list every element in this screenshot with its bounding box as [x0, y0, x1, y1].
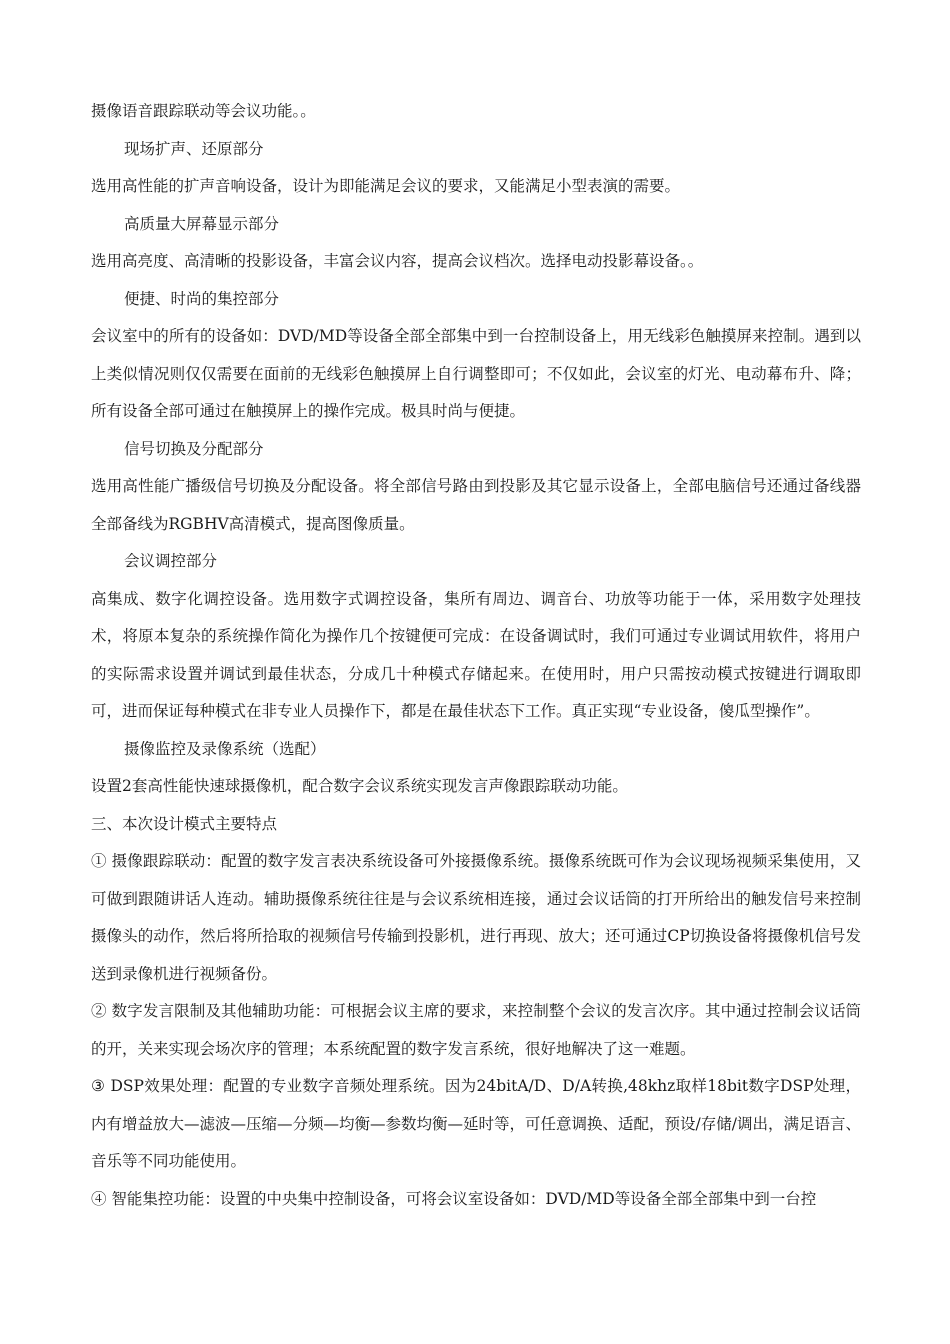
section-heading: 会议调控部分: [124, 552, 218, 570]
feature-item: ④ 智能集控功能：设置的中央集中控制设备，可将会议室设备如：DVD/MD等设备全部全部集中到一台控: [91, 1189, 817, 1208]
feature-item: ② 数字发言限制及其他辅助功能：可根据会议主席的要求，来控制整个会议的发言次序。其中通过控制会议话筒的开，关来实现会场次序的管理；本系统配置的数字发言系统，很好地解决了这一难题。: [91, 1002, 861, 1058]
feature-item: ③ DSP效果处理：配置的专业数字音频处理系统。因为24bitA/D、D/A转换,48khz取样18bit数字DSP处理，内有增益放大—滤波—压缩—分频—均衡—参数均衡—延时等，可任意调换、适配，预设/存储/调出，满足语言、音乐等不同功能使用。: [91, 1077, 861, 1170]
paragraph: 选用高性能广播级信号切换及分配设备。将全部信号路由到投影及其它显示设备上，全部电脑信号还通过备线器全部备线为RGBHV高清模式，提高图像质量。: [91, 477, 861, 533]
paragraph: 选用高亮度、高清晰的投影设备，丰富会议内容，提高会议档次。选择电动投影幕设备。。: [91, 252, 704, 270]
section-heading: 现场扩声、还原部分: [124, 139, 264, 158]
document-page: [91, 93, 861, 1218]
paragraph: 选用高性能的扩声音响设备，设计为即能满足会议的要求，又能满足小型表演的需要。: [91, 177, 681, 195]
section-heading: 摄像监控及录像系统（选配）: [124, 739, 326, 758]
section-heading: 便捷、时尚的集控部分: [124, 289, 280, 308]
paragraph: 会议室中的所有的设备如：DVD/MD等设备全部全部集中到一台控制设备上，用无线彩色触摸屏来控制。遇到以上类似情况则仅仅需要在面前的无线彩色触摸屏上自行调整即可；不仅如此，会议室的灯光、电动幕布升、降；所有设备全部可通过在触摸屏上的操作完成。极具时尚与便捷。: [91, 327, 861, 420]
paragraph: 设置2套高性能快速球摄像机，配合数字会议系统实现发言声像跟踪联动功能。: [91, 777, 628, 795]
section-heading: 高质量大屏幕显示部分: [124, 214, 280, 233]
paragraph: 高集成、数字化调控设备。选用数字式调控设备，集所有周边、调音台、功放等功能于一体，采用数字处理技术，将原本复杂的系统操作简化为操作几个按键便可完成：在设备调试时，我们可通过专业调试用软件，将用户的实际需求设置并调试到最佳状态，分成几十种模式存储起来。在使用时，用户只需按动模式按键进行调取即可，进而保证每种模式在非专业人员操作下，都是在最佳状态下工作。真正实现“专业设备，傻瓜型操作”。: [91, 589, 861, 720]
section-title: 三、本次设计模式主要特点: [91, 814, 278, 833]
paragraph: 摄像语音跟踪联动等会议功能。。: [91, 102, 316, 120]
feature-item: ① 摄像跟踪联动：配置的数字发言表决系统设备可外接摄像系统。摄像系统既可作为会议现场视频采集使用，又可做到跟随讲话人连动。辅助摄像系统往往是与会议系统相连接，通过会议话筒的打开所给出的触发信号来控制摄像头的动作，然后将所拾取的视频信号传输到投影机，进行再现、放大；还可通过CP切换设备将摄像机信号发送到录像机进行视频备份。: [91, 852, 861, 983]
section-heading: 信号切换及分配部分: [124, 439, 264, 458]
